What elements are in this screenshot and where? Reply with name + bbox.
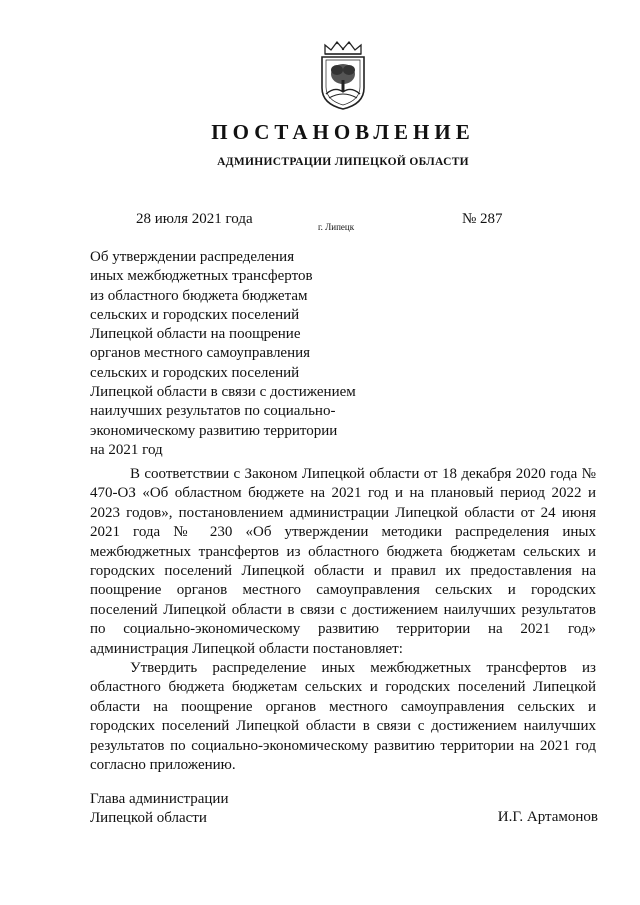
body-paragraph-resolution: Утвердить распределение иных межбюджетных трансфертов из областного бюджета бюджетам сельских и городских поселений Липецкой области на поощрение органов местного самоуправления сельских и городских поселений Липецкой области в связи с достижением наилучших результатов по социально-экономическому развитию территории на 2021 год согласно приложению.: [90, 660, 596, 774]
subject-line: экономическому развитию территории: [90, 422, 338, 439]
subject-line: органов местного самоуправления: [90, 345, 311, 362]
signatory-name: И.Г. Артамонов: [497, 809, 598, 825]
body-paragraph-preamble: В соответствии с Законом Липецкой области от 18 декабря 2020 года № 470-ОЗ «Об областном бюджете на 2021 год и на плановый период 2022 и 2023 годов», постановлением администрации Липецкой области от 24 июня 2021 года № 230 «Об утверждении методики распределения иных межбюджетных трансфертов из областного бюджета бюджетам сельских и городских поселений Липецкой области и правил их предоставления на поощрение органов местного самоуправления сельских и городских поселений Липецкой области в связи с достижением наилучших результатов по социально-экономическому развитию территории на 2021 год» администрация Липецкой области постановляет:: [90, 466, 596, 657]
document-date: 28 июля 2021 года: [136, 211, 253, 227]
subject-line: наилучших результатов по социально-: [90, 403, 336, 420]
document-place: г. Липецк: [318, 222, 355, 232]
subject-line: сельских и городских поселений: [90, 306, 300, 323]
subject-line: Об утверждении распределения: [90, 249, 295, 265]
subject-line: Липецкой области на поощрение: [90, 326, 301, 343]
signatory-position-line: Глава администрации: [90, 791, 229, 807]
subject-line: сельских и городских поселений: [90, 364, 300, 381]
subject-line: иных межбюджетных трансфертов: [90, 268, 313, 285]
document-body: [90, 465, 596, 776]
document-number: № 287: [462, 211, 503, 227]
signatory-position: [90, 790, 228, 828]
document-subject: [90, 248, 380, 460]
subject-line: из областного бюджета бюджетам: [90, 287, 308, 304]
coat-of-arms-icon: [315, 40, 371, 112]
issuing-authority: АДМИНИСТРАЦИИ ЛИПЕЦКОЙ ОБЛАСТИ: [217, 156, 469, 168]
document-title: ПОСТАНОВЛЕНИЕ: [211, 120, 475, 144]
signatory-position-line: Липецкой области: [90, 810, 207, 826]
subject-line: Липецкой области в связи с достижением: [90, 384, 356, 401]
subject-line: на 2021 год: [90, 441, 163, 458]
